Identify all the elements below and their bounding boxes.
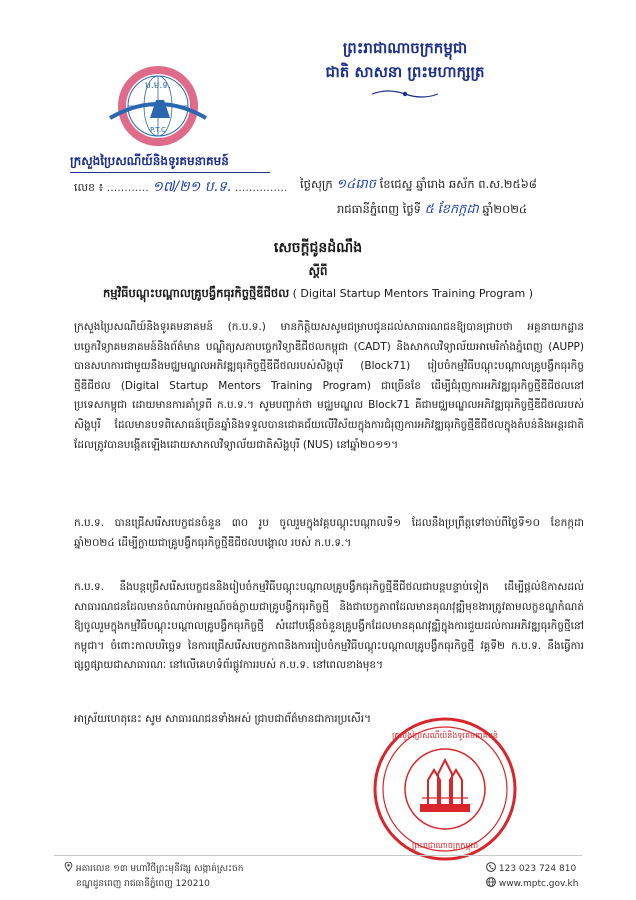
solar-date-year: ឆ្នាំ២០២៤ [482,202,528,216]
topic-english: ( Digital Startup Mentors Training Program ) [292,287,534,300]
document-title: សេចក្តីជូនដំណឹង [273,240,363,256]
topic-khmer: កម្មវិធីបណ្តុះបណ្តាលគ្រូបង្វឹកធុរកិច្ចថ្មីឌីជីថល [102,286,290,300]
reference-value: ១៧/២១ ប.ទ. [152,179,232,195]
paragraph-1: ក្រសួងប្រៃសណីយ៍និងទូរគមនាគមន៍ (ក.ប.ទ.) មានកិត្តិយសសូមជម្រាបជូនដល់សាធារណជនឱ្យបានជ្រាបថា អគ្គនាយកដ្ឋានបច្ចេកវិទ្យាគមនាគមន៍និងព័ត៌មាន បណ្ឌិត្យសភាបច្ចេកវិទ្យាឌីជីថលកម្ពុជា (CADT) និងសាកលវិទ្យាល័យអាមេរិកាំងភ្នំពេញ (AUPP) បានសហការជាមួយនឹងមជ្ឈមណ្ឌលអភិវឌ្ឍធុរកិច្ចថ្មីឌីជីថលរបស់សិង្ហបុរី (Block71) រៀបចំកម្មវិធីបណ្តុះបណ្តាលគ្រូបង្វឹកធុរកិច្ចថ្មីឌីជីថល (Digital Startup Mentors Training Program) ជាច្រើនខែ ដើម្បីជំរុញការអភិវឌ្ឍធុរកិច្ចថ្មីឌីជីថលនៅប្រទេសកម្ពុជា ដោយមានការគាំទ្រពី ក.ប.ទ.។ សូមបញ្ជាក់ថា មជ្ឈមណ្ឌល Block71 គឺជាមជ្ឈមណ្ឌលអភិវឌ្ឍធុរកិច្ចថ្មីឌីជីថលរបស់សិង្ហបុរី ដែលមានបទពិសោធន៍ច្រើនឆ្នាំនិងទទួលបានជោគជ័យលើវិស័យក្នុងការជំរុញការអភិវឌ្ឍធុរកិច្ចថ្មីឌីជីថលក្នុងតំបន់និងអន្តរជាតិ ដែលត្រូវបានបង្កើតឡើងដោយសាកលវិទ្យាល័យជាតិសិង្ហបុរី (NUS) នៅឆ្នាំ២០១១។ [74,321,584,451]
phone-icon [486,862,496,872]
globe-icon [486,877,496,887]
lunar-date-rest: ខែជេស្ឋ ឆ្នាំរោង ឆស័ក ព.ស.២៥៦៨ [379,177,537,191]
subject-label: ស្តីពី [308,264,328,278]
national-motto: ជាតិ សាសនា ព្រះមហាក្សត្រ [325,63,485,81]
kingdom-header [240,36,570,108]
lunar-date [300,176,537,195]
ministry-name: ក្រសួងប្រៃសណីយ៍និងទូរគមនាគមន៍ [70,154,229,168]
address-line-1: អគារលេខ ១៣ មហាវិថីព្រះមុនីវង្ស សង្កាត់ស្រះចក [75,864,244,874]
solar-date [337,201,527,220]
phone-number: 123 023 724 810 [498,864,577,874]
paragraph-3: ក.ប.ទ. នឹងបន្តជ្រើសរើសបេក្ខជននិងរៀបចំកម្មវិធីបណ្តុះបណ្តាលគ្រូបង្វឹកធុរកិច្ចថ្មីឌីជីថលជាបន្តបន្ទាប់ទៀត ដើម្បីផ្តល់ឱកាសដល់សាធារណជនដែលមានចំណាប់អារម្មណ៍ចង់ក្លាយជាគ្រូបង្វឹកធុរកិច្ចថ្មី និងជាបេក្ខភាពដែលមានគុណវុឌ្ឍិមុខងារត្រូវតាមលក្ខខណ្ឌកំណត់ ឱ្យចូលរួមក្នុងកម្មវិធីបណ្តុះបណ្តាលគ្រូបង្វឹកធុរកិច្ចថ្មី សំដៅបង្កើនចំនួនគ្រូបង្វឹកដែលមានគុណវុឌ្ឍិក្នុងការជួយដល់ការអភិវឌ្ឍធុរកិច្ចថ្មីនៅកម្ពុជា។ ចំពោះកាលបរិច្ឆេទ នៃការជ្រើសរើសបេក្ខភាពនិងការរៀបចំកម្មវិធីបណ្តុះបណ្តាលគ្រូបង្វឹកធុរកិច្ចថ្មី វគ្គទី២ ក.ប.ទ. នឹងធ្វើការផ្សព្វផ្សាយជាសាធារណៈ នៅលើគេហទំព័រផ្លូវការរបស់ ក.ប.ទ. នៅពេលខាងមុខ។ [74,581,584,672]
reference-dots-before: ............ [106,181,149,194]
reference-number [74,177,287,198]
solar-date-day: ៥ [424,202,434,217]
footer-address [64,862,243,892]
reference-label: លេខ ៖ [74,181,104,194]
footer-divider [54,855,582,856]
motto-ornament [370,87,440,101]
seal-top-text: ក្រសួងប្រៃសណីយ៍និងទូរគមនាគមន៍ [392,731,498,740]
footer-contact [486,862,578,892]
official-seal [370,714,520,864]
kingdom-title: ព្រះរាជាណាចក្រកម្ពុជា [342,39,468,57]
solar-date-month: ខែកក្កដា [437,202,479,217]
website-link[interactable]: www.mptc.gov.kh [498,879,579,889]
address-line-2: ខណ្ឌដូនពេញ រាជធានីភ្នំពេញ 120210 [76,879,210,889]
reference-dots-after: ............... [234,181,288,194]
location-pin-icon [64,862,73,872]
logo-subtext: P.T.C [150,126,166,134]
lunar-date-day: ១៤រោច [336,177,376,192]
solar-date-prefix: រាជធានីភ្នំពេញ ថ្ងៃទី [337,202,421,216]
paragraph-2: ក.ប.ទ. បានជ្រើសរើសបេក្ខជនចំនួន ៣០ រូប ចូលរួមក្នុងវគ្គបណ្តុះបណ្តាលទី១ ដែលនឹងប្រព្រឹត្តទៅចាប់ពីថ្ងៃទី១០ ខែកក្កដា ឆ្នាំ២០២៤ ដើម្បីក្លាយជាគ្រូបង្វឹកធុរកិច្ចថ្មីឌីជីថលបង្គោល របស់ ក.ប.ទ.។ [74,517,584,549]
paragraph-4: អាស្រ័យហេតុនេះ សូម សាធារណជនទាំងអស់ ជ្រាបជាព័ត៌មានជាការប្រសើរ។ [74,713,372,725]
document-topic [40,286,596,303]
ministry-logo [90,60,226,150]
seal-bottom-text: ព្រះរាជាណាចក្រកម្ពុជា [411,841,479,850]
lunar-date-prefix: ថ្ងៃសុក្រ [300,177,333,191]
ministry-underline [70,172,270,173]
logo-text: ប.ម.ទ. [145,81,171,91]
